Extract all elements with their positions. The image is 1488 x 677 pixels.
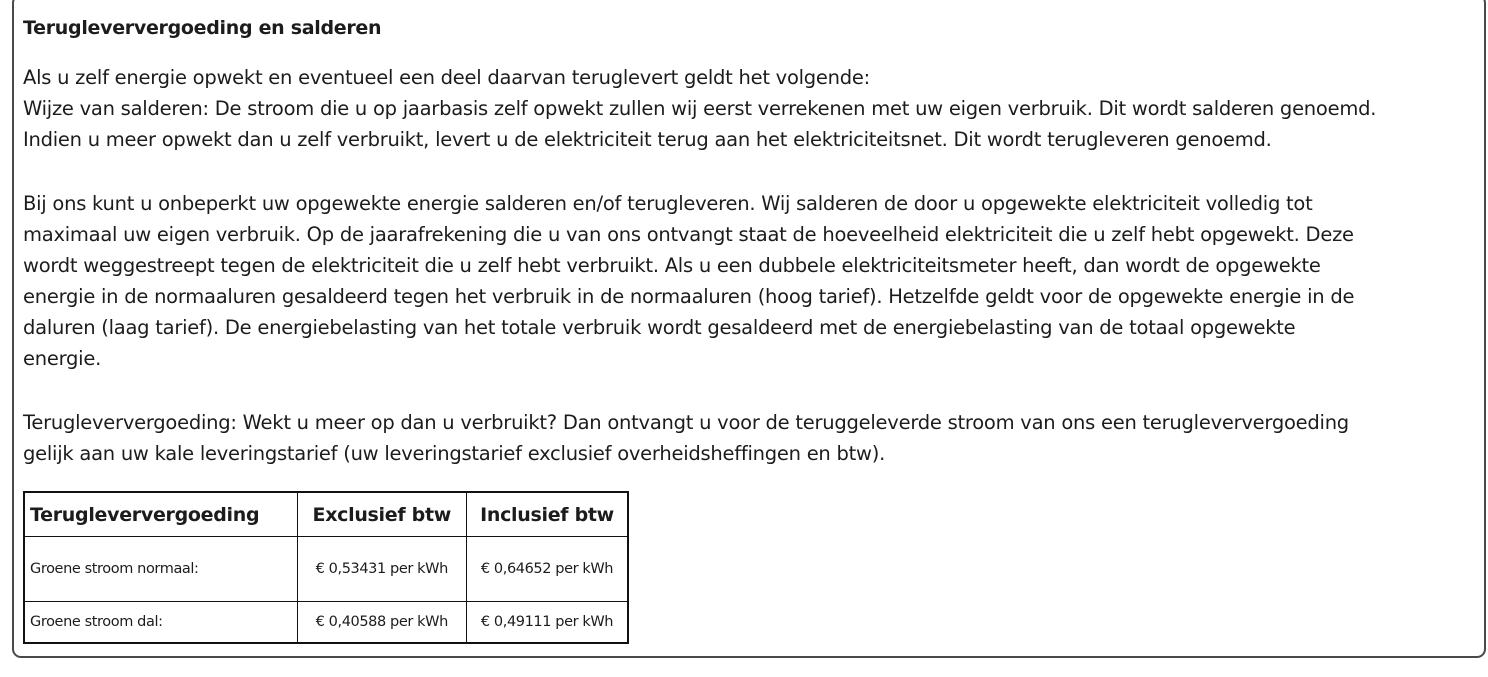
info-panel <box>12 0 1486 658</box>
salderen-line: energie in de normaaluren gesaldeerd tegen het verbruik in de normaaluren (hoog tarief). Hetzelfde geldt voor de opgewekte energie in de <box>23 285 1355 308</box>
table-row <box>24 602 628 644</box>
salderen-line: wordt weggestreept tegen de elektriciteit die u zelf hebt verbruikt. Als u een dubbele elektriciteitsmeter heeft, dan wordt de opgewekte <box>23 254 1321 277</box>
table-row <box>24 537 628 602</box>
column-header-terugleververgoeding: Terugleververgoeding <box>24 492 297 537</box>
price-inclusief-dal: € 0,49111 per kWh <box>467 602 629 644</box>
salderen-line: energie. <box>23 347 102 370</box>
row-label-normaal: Groene stroom normaal: <box>24 537 297 602</box>
column-header-exclusief: Exclusief btw <box>297 492 466 537</box>
vergoeding-line: gelijk aan uw kale leveringstarief (uw leveringstarief exclusief overheidsheffingen en btw). <box>23 442 886 465</box>
price-exclusief-dal: € 0,40588 per kWh <box>297 602 466 644</box>
salderen-line: maximaal uw eigen verbruik. Op de jaarafrekening die u van ons ontvangt staat de hoeveelheid elektriciteit die u zelf hebt opgewekt. Deze <box>23 223 1354 246</box>
tariff-table <box>23 491 629 644</box>
section-heading: Terugleververgoeding en salderen <box>23 17 382 39</box>
intro-line: Wijze van salderen: De stroom die u op jaarbasis zelf opwekt zullen wij eerst verrekenen met uw eigen verbruik. Dit wordt salderen genoemd. <box>23 97 1377 120</box>
intro-line: Indien u meer opwekt dan u zelf verbruikt, levert u de elektriciteit terug aan het elektriciteitsnet. Dit wordt terugleveren genoemd. <box>23 128 1272 151</box>
table-header-row <box>24 492 628 537</box>
salderen-paragraph <box>23 188 1354 374</box>
price-exclusief-normaal: € 0,53431 per kWh <box>297 537 466 602</box>
intro-line: Als u zelf energie opwekt en eventueel een deel daarvan teruglevert geldt het volgende: <box>23 66 870 89</box>
vergoeding-line: Terugleververgoeding: Wekt u meer op dan u verbruikt? Dan ontvangt u voor de teruggeleverde stroom van ons een terugleververgoeding <box>23 411 1349 434</box>
salderen-line: Bij ons kunt u onbeperkt uw opgewekte energie salderen en/of terugleveren. Wij salderen de door u opgewekte elektriciteit volledig tot <box>23 192 1313 215</box>
intro-paragraph <box>23 62 1376 155</box>
row-label-dal: Groene stroom dal: <box>24 602 297 644</box>
vergoeding-paragraph <box>23 407 1349 469</box>
salderen-line: daluren (laag tarief). De energiebelasting van het totale verbruik wordt gesaldeerd met de energiebelasting van de totaal opgewekte <box>23 316 1296 339</box>
price-inclusief-normaal: € 0,64652 per kWh <box>467 537 629 602</box>
column-header-inclusief: Inclusief btw <box>467 492 629 537</box>
